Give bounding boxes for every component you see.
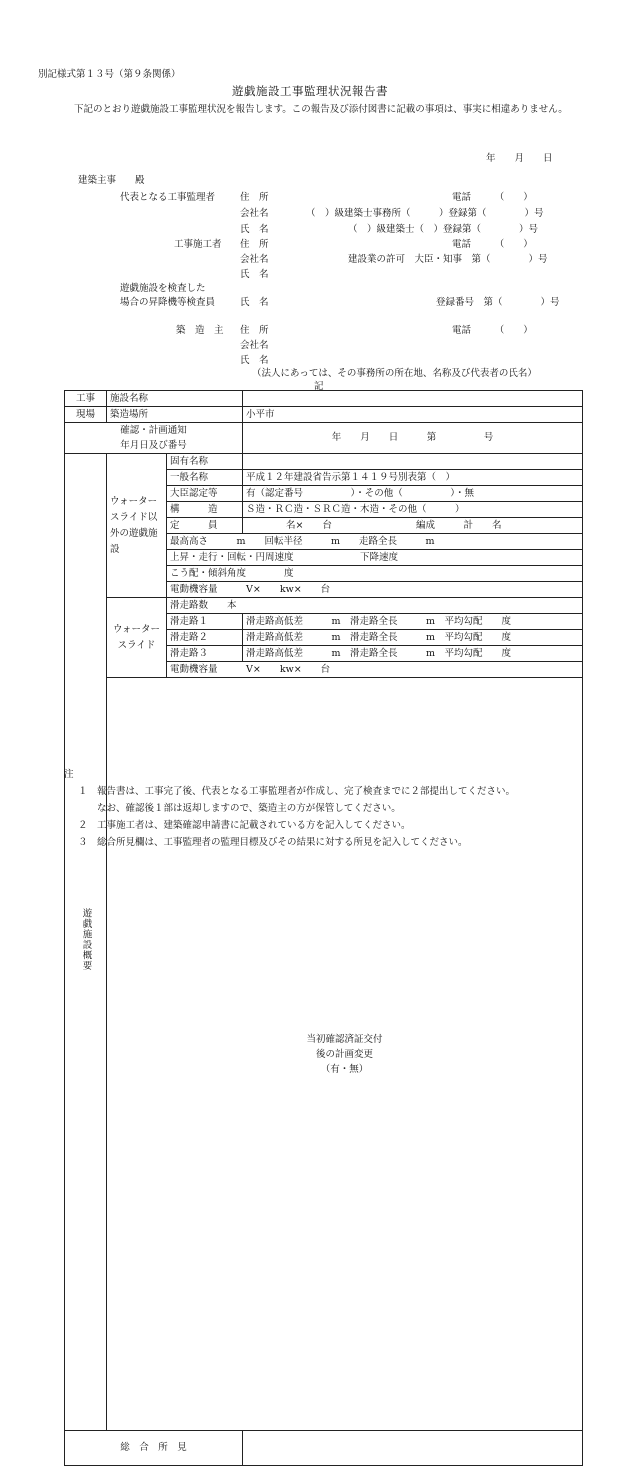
- water-motor-field[interactable]: 電動機容量 V× kw× 台: [167, 662, 583, 678]
- other-facility-label: ウォータースライド以外の遊戯施設: [107, 454, 167, 598]
- contractor-role: 工事施工者: [174, 239, 222, 250]
- report-date: 年 月 日: [486, 153, 553, 164]
- construction-site-label: 工事: [65, 391, 107, 407]
- supervisor-company-label: 会社名: [240, 208, 269, 219]
- minister-cert-field[interactable]: 有（認定番号 ）・その他（ ）・無: [243, 486, 583, 502]
- plan-change-label-3: （有・無）: [320, 1063, 369, 1075]
- water-slide-label: ウォータースライド: [107, 598, 167, 678]
- note-item-3: ３ 総合所見欄は、工事監理者の監理目標及びその結果に対する所見を記入してください。: [78, 837, 468, 848]
- slope-field[interactable]: こう配・傾斜角度 度: [167, 566, 583, 582]
- proper-name-label: 固有名称: [167, 454, 243, 470]
- confirm-field[interactable]: 年 月 日 第 号: [243, 423, 583, 454]
- lane-2-label: 滑走路２: [167, 630, 243, 646]
- proper-name-field[interactable]: [243, 454, 583, 470]
- structure-field[interactable]: Ｓ造・ＲＣ造・ＳＲＣ造・木造・その他（ ）: [243, 502, 583, 518]
- owner-company-label: 会社名: [240, 340, 269, 351]
- max-height-field[interactable]: 最高高さ m 回転半径 m 走路全長 m: [167, 534, 583, 550]
- structure-label: 構 造: [167, 502, 243, 518]
- document-title: 遊戯施設工事監理状況報告書: [232, 84, 388, 98]
- intro-text: 下記のとおり遊戯施設工事監理状況を報告します。この報告及び添付図書に記載の事項は、事実に相違ありません。: [74, 104, 568, 115]
- supervisor-name-label: 氏 名: [240, 224, 269, 235]
- form-id: 別記様式第１３号（第９条関係）: [38, 69, 181, 80]
- owner-role: 築 造 主: [176, 325, 224, 336]
- capacity-value: 名× 台: [286, 519, 332, 531]
- general-name-label: 一般名称: [167, 470, 243, 486]
- ki-label: 記: [314, 381, 324, 392]
- motor-field[interactable]: 電動機容量 V× kw× 台: [167, 582, 583, 598]
- build-place-field[interactable]: 小平市: [243, 407, 583, 423]
- note-item-1-cont: なお、確認後１部は返却しますので、築造主の方が保管してください。: [78, 803, 401, 814]
- capacity-field[interactable]: [243, 518, 583, 534]
- owner-address-label: 住 所: [240, 325, 269, 336]
- lane-count-field[interactable]: 滑走路数 本: [167, 598, 583, 614]
- general-name-field[interactable]: 平成１２年建設省告示第１４１９号別表第（ ）: [243, 470, 583, 486]
- inspector-name-label: 氏 名: [240, 297, 269, 308]
- facility-name-field[interactable]: [243, 391, 583, 407]
- note-item-2: ２ 工事施工者は、建築確認申請書に記載されている方を記入してください。: [78, 820, 411, 831]
- summary-label-text: 遊戯施設概要: [80, 908, 92, 971]
- capacity-label: 定 員: [167, 518, 243, 534]
- speed-field[interactable]: 上昇・走行・回転・円周速度 下降速度: [167, 550, 583, 566]
- lane-1-field[interactable]: 滑走路高低差 m 滑走路全長 m 平均勾配 度: [243, 614, 583, 630]
- plan-change-label-1: 当初確認済証交付: [306, 1033, 383, 1045]
- addressee: 建築主事 殿: [78, 175, 145, 186]
- confirm-label-line2: 年月日及び番号: [120, 440, 187, 451]
- lane-3-field[interactable]: 滑走路高低差 m 滑走路全長 m 平均勾配 度: [243, 646, 583, 662]
- overall-opinion-label: 総 合 所 見: [65, 1431, 243, 1466]
- lane-3-label: 滑走路３: [167, 646, 243, 662]
- contractor-address-label: 住 所: [240, 239, 269, 250]
- formation-value: 編成 計 名: [416, 519, 502, 531]
- construction-license: 建設業の許可 大臣・知事 第（ ）号: [348, 254, 548, 265]
- site-label: 現場: [65, 407, 107, 423]
- confirm-label: [65, 423, 243, 454]
- inspector-role-2: 場合の昇降機等検査員: [120, 297, 216, 308]
- architect-office: （ ）級建築士事務所（ ）登録第（ ）号: [306, 208, 544, 219]
- owner-name-label: 氏 名: [240, 355, 269, 366]
- owner-phone: 電話 （ ）: [452, 325, 533, 336]
- facility-name-label: 施設名称: [107, 391, 243, 407]
- overall-opinion-field[interactable]: [243, 1431, 583, 1466]
- owner-note: （法人にあっては、その事務所の所在地、名称及び代表者の氏名）: [252, 368, 537, 379]
- confirm-label-line1: 確認・計画通知: [120, 425, 187, 436]
- contractor-company-label: 会社名: [240, 254, 269, 265]
- architect-registration: （ ）級建築士（ ）登録第（ ）号: [348, 224, 539, 235]
- inspector-role-1: 遊戯施設を検査した: [120, 283, 206, 294]
- notes-section: [64, 766, 594, 851]
- lane-2-field[interactable]: 滑走路高低差 m 滑走路全長 m 平均勾配 度: [243, 630, 583, 646]
- minister-cert-label: 大臣認定等: [167, 486, 243, 502]
- supervisor-phone: 電話 （ ）: [452, 192, 533, 203]
- supervisor-role: 代表となる工事監理者: [120, 192, 216, 203]
- plan-change-label-2: 後の計画変更: [316, 1048, 374, 1060]
- facility-table: [64, 390, 583, 1466]
- note-item-1: １ 報告書は、工事完了後、代表となる工事監理者が作成し、完了検査までに２部提出してください。: [78, 786, 516, 797]
- lane-1-label: 滑走路１: [167, 614, 243, 630]
- inspector-registration: 登録番号 第（ ）号: [436, 297, 560, 308]
- contractor-name-label: 氏 名: [240, 269, 269, 280]
- supervisor-address-label: 住 所: [240, 192, 269, 203]
- notes-heading: 注: [64, 769, 74, 780]
- contractor-phone: 電話 （ ）: [452, 239, 533, 250]
- summary-label: [65, 454, 107, 1431]
- build-place-label: 築造場所: [107, 407, 243, 423]
